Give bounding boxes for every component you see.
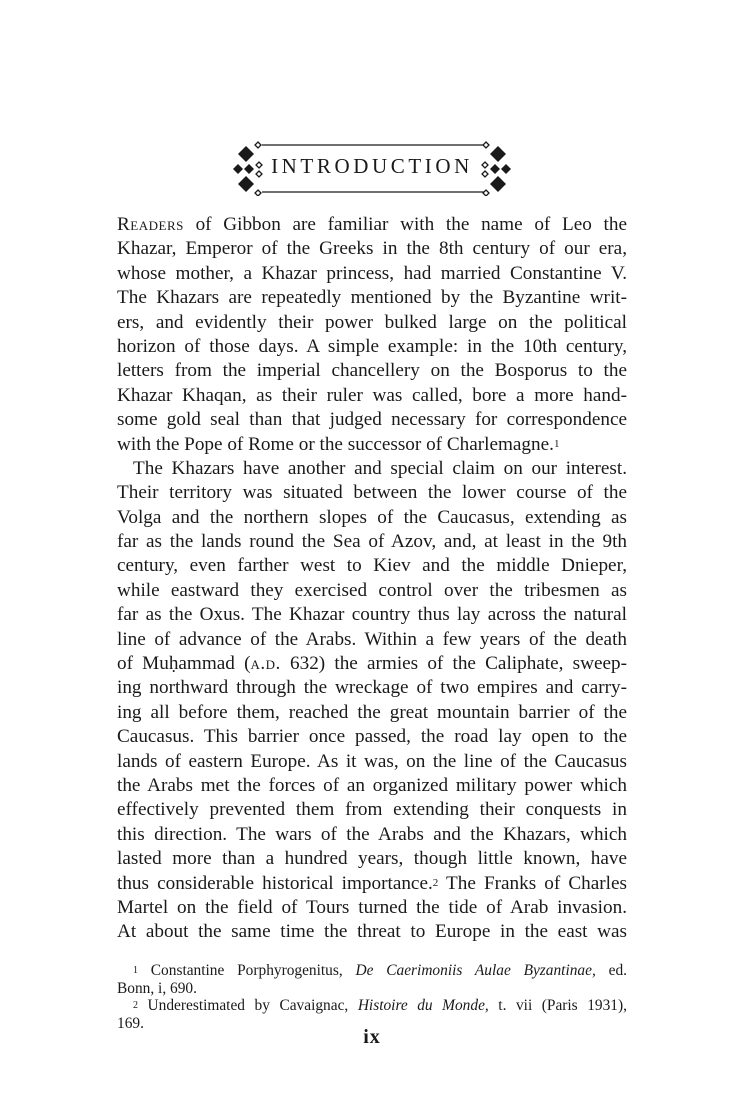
paragraph-1 — [117, 213, 627, 457]
text-line: ing all before them, reached the great mountain barrier of the — [117, 701, 627, 723]
text-line: this direction. The wars of the Arabs and the Khazars, which — [117, 823, 627, 845]
text-line: Khazar, Emperor of the Greeks in the 8th century of our era, — [117, 238, 627, 260]
text-line: Caucasus. This barrier once passed, the road lay open to the — [117, 726, 627, 748]
text-line: line of advance of the Arabs. Within a few years of the death — [117, 628, 627, 650]
text-line: Their territory was situated between the lower course of the — [117, 482, 627, 504]
chapter-title: INTRODUCTION — [271, 154, 473, 178]
footnote-2-continuation: 169. — [117, 1014, 144, 1032]
text-line: with the Pope of Rome or the successor of Charlemagne.$^1$ — [117, 433, 560, 455]
text-line: some gold seal than that judged necessary for correspondence — [117, 409, 627, 431]
book-page — [117, 0, 627, 1110]
text-line: the Arabs met the forces of an organized military power which — [117, 774, 627, 796]
text-line: of Muḥammad (a.d. 632) the armies of the Caliphate, sweep- — [117, 653, 627, 675]
footnote-number: 2 — [133, 1000, 138, 1012]
text-line: far as the lands round the Sea of Azov, and, at least in the 9th — [117, 531, 627, 553]
text-line: lands of eastern Europe. As it was, on the line of the Caucasus — [117, 750, 627, 772]
footnote-1: $^1$ Constantine Porphyrogenitus, De Caerimoniis Aulae Byzantinae, ed. — [133, 962, 627, 979]
text-line: far as the Oxus. The Khazar country thus lay across the natural — [117, 604, 627, 626]
body-text — [117, 213, 627, 945]
text-line: century, even farther west to Kiev and the middle Dnieper, — [117, 555, 627, 577]
right-ornament-icon — [482, 142, 511, 196]
text-line: Khazar Khaqan, as their ruler was called, bore a more hand- — [117, 384, 627, 406]
text-line: horizon of those days. A simple example: in the 10th century, — [117, 335, 627, 357]
paragraph-2 — [117, 457, 627, 945]
text-line: ers, and evidently their power bulked large on the political — [117, 311, 627, 333]
text-line: thus considerable historical importance.$^2$ The Franks of Charles — [117, 872, 627, 894]
text-line: effectively prevented them from extending their conquests in — [117, 799, 627, 821]
text-line: At about the same time the threat to Europe in the east was — [117, 921, 627, 943]
footnotes — [117, 962, 627, 1032]
text-line: while eastward they exercised control over the tribesmen as — [117, 579, 627, 601]
chapter-heading — [232, 138, 512, 196]
footnote-ref-1[interactable]: 1 — [553, 437, 560, 450]
footnote-title: De Caerimoniis Aulae Byzantinae, — [355, 962, 596, 979]
text-line: ing northward through the wreckage of two empires and carry- — [117, 677, 627, 699]
text-line: letters from the imperial chancellery on the Bosporus to the — [117, 360, 627, 382]
footnote-2: $^2$ Underestimated by Cavaignac, Histoire du Monde, t. vii (Paris 1931), — [133, 997, 627, 1015]
text-line: Martel on the field of Tours turned the tide of Arab invasion. — [117, 896, 627, 918]
opening-word: Readers — [117, 214, 184, 235]
text-line: lasted more than a hundred years, though little known, have — [117, 848, 627, 870]
footnote-ref-2[interactable]: 2 — [432, 876, 439, 889]
left-ornament-icon — [233, 142, 262, 196]
text-line: Readers of Gibbon are familiar with the name of Leo the — [117, 214, 627, 235]
text-line: The Khazars have another and special claim on our interest. — [133, 457, 627, 479]
text-line: Volga and the northern slopes of the Caucasus, extending as — [117, 506, 627, 528]
page-number: ix — [363, 1026, 381, 1048]
footnote-number: 1 — [133, 965, 138, 976]
text-line: whose mother, a Khazar princess, had married Constantine V. — [117, 262, 627, 284]
text-line: The Khazars are repeatedly mentioned by the Byzantine writ- — [117, 287, 627, 309]
footnote-1-continuation: Bonn, i, 690. — [117, 979, 197, 997]
footnote-title: Histoire du Monde, — [357, 997, 489, 1015]
